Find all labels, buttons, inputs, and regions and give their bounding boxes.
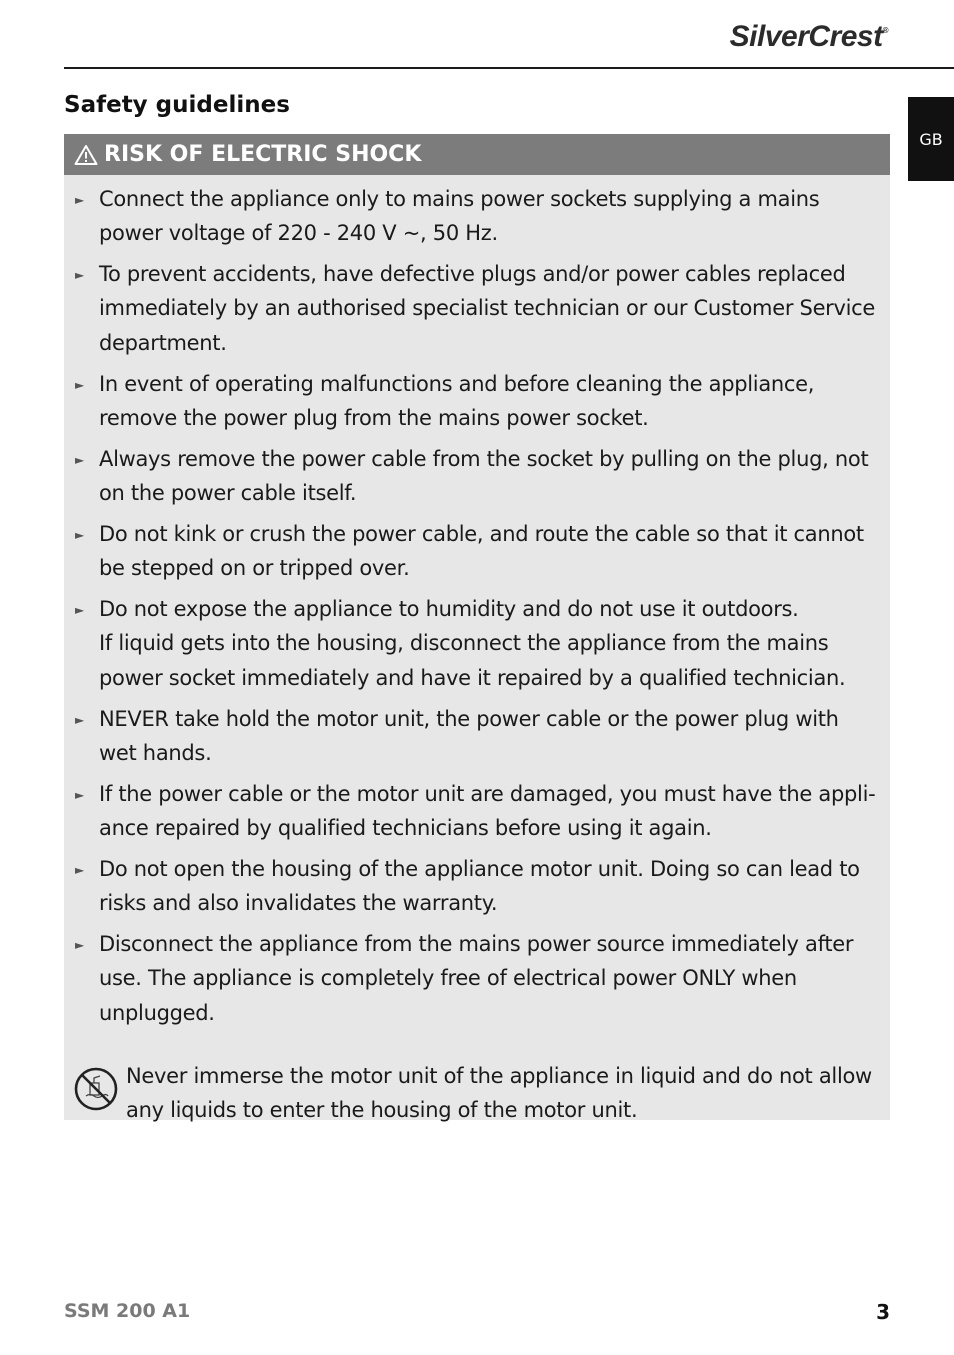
warning-list-item xyxy=(75,592,878,695)
warning-list-item xyxy=(75,702,878,770)
triangle-right-icon: ► xyxy=(75,938,84,953)
warning-triangle-icon xyxy=(74,144,98,166)
triangle-right-icon: ► xyxy=(75,603,84,618)
warning-title: RISK OF ELECTRIC SHOCK xyxy=(104,142,422,167)
warning-list-item-text: Do not kink or crush the power cable, and route the cable so that it cannot be stepped on or tripped over. xyxy=(99,522,864,581)
warning-list-item-text: Always remove the power cable from the socket by pulling on the plug, not on the power cable itself. xyxy=(99,446,869,506)
warning-list-item xyxy=(75,442,878,510)
triangle-right-icon: ► xyxy=(75,528,84,543)
language-tab xyxy=(908,97,954,181)
warning-box xyxy=(64,134,890,1120)
warning-list-item xyxy=(75,367,878,435)
brand-logo xyxy=(730,20,888,54)
triangle-right-icon: ► xyxy=(75,863,84,878)
brand-name: SilverCrest xyxy=(729,20,883,53)
warning-list-item xyxy=(75,182,878,250)
page-number: 3 xyxy=(876,1300,890,1324)
warning-list-item-text: Disconnect the appliance from the mains power source immediately after use. The appliance is completely free of electrical power ONLY when unplugged. xyxy=(99,932,854,1025)
warning-list-item-text: Do not open the housing of the appliance motor unit. Doing so can lead to risks and also invalidates the warranty. xyxy=(99,857,860,916)
warning-list-item-text: Do not expose the appliance to humidity and do not use it outdoors. If liquid gets into the housing, disconnect the appliance from the mains power socket immediately and have it repaired by a qualified technician. xyxy=(99,597,846,690)
header-rule xyxy=(64,67,954,69)
warning-list-item xyxy=(75,852,878,920)
no-immersion-icon xyxy=(74,1067,118,1111)
triangle-right-icon: ► xyxy=(75,193,84,207)
triangle-right-icon: ► xyxy=(75,787,84,802)
registered-mark: ® xyxy=(882,26,888,35)
footer-model: SSM 200 A1 xyxy=(64,1300,191,1322)
triangle-right-icon: ► xyxy=(75,712,84,727)
immersion-note-text: Never immerse the motor unit of the appliance in liquid and do not allow any liquids to enter the housing of the motor unit. xyxy=(126,1063,872,1122)
language-tab-label: GB xyxy=(919,129,943,149)
warning-list-item xyxy=(75,257,878,360)
warning-list-item-text: NEVER take hold the motor unit, the power cable or the power plug with wet hands. xyxy=(99,706,839,765)
warning-list-item-text: Connect the appliance only to mains power sockets supplying a mains power voltage of 220 - 240 V ~, 50 Hz. xyxy=(99,187,820,246)
triangle-right-icon: ► xyxy=(75,268,84,283)
warning-header xyxy=(64,134,890,175)
warning-list-item-text: In event of operating malfunctions and before cleaning the appliance, remove the power plug from the mains power socket. xyxy=(99,371,815,430)
warning-list-item-text: To prevent accidents, have defective plugs and/or power cables replaced immediately by an authorised specialist technician or our Customer Service department. xyxy=(99,262,876,355)
warning-list-item xyxy=(75,517,878,585)
immersion-note xyxy=(64,1037,890,1127)
triangle-right-icon: ► xyxy=(75,452,84,467)
warning-list xyxy=(64,175,890,1030)
warning-list-item xyxy=(75,927,878,1030)
section-title: Safety guidelines xyxy=(64,92,290,118)
triangle-right-icon: ► xyxy=(75,377,84,392)
warning-list-item xyxy=(75,777,878,845)
warning-list-item-text: If the power cable or the motor unit are damaged, you must have the appli-ance repaired by qualified technicians before using it again. xyxy=(99,781,876,841)
